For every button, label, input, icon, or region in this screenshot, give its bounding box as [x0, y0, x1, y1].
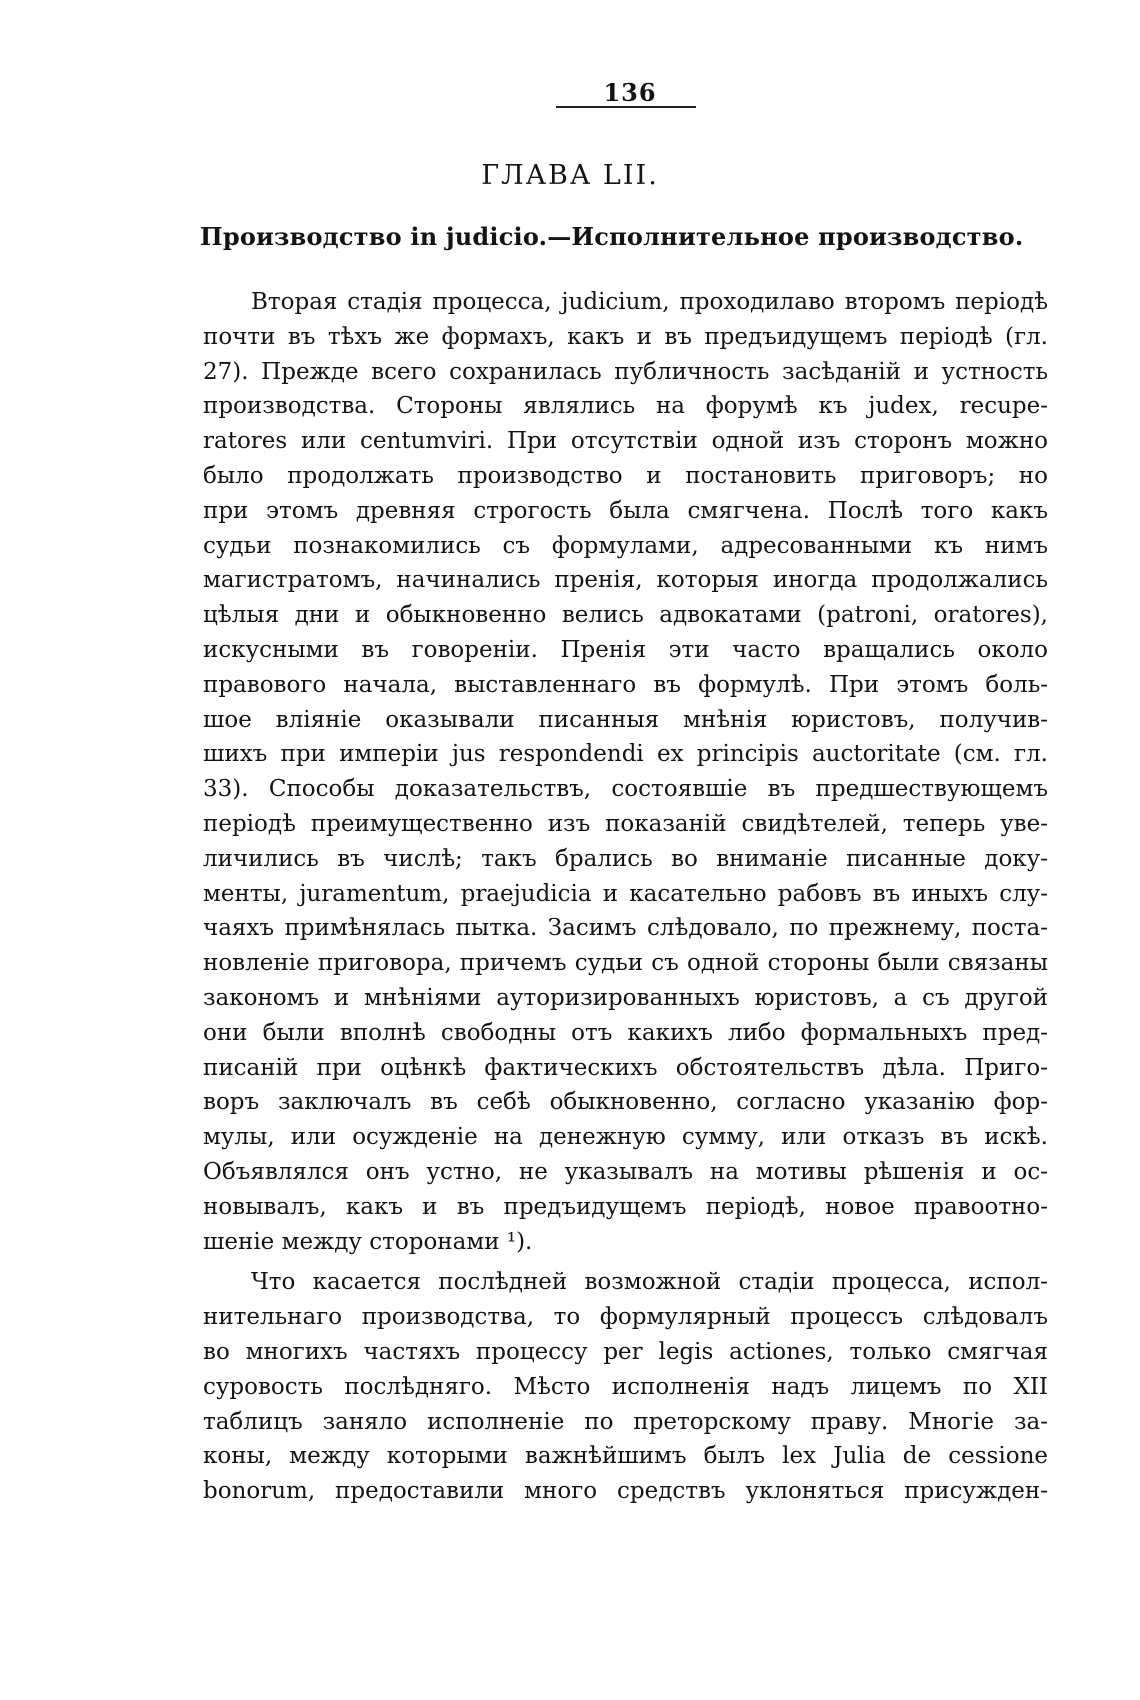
- text-line: искусными въ говореніи. Пренія эти часто вращались около: [203, 636, 1048, 663]
- text-line: Что касается послѣдней возможной стадіи процесса, испол-: [251, 1269, 1048, 1296]
- text-line: судьи познакомились съ формулами, адресованными къ нимъ: [203, 532, 1048, 559]
- text-line: магистратомъ, начинались пренія, которыя иногда продолжались: [203, 567, 1048, 594]
- text-line: новленіе приговора, причемъ судьи съ одной стороны были связаны: [203, 950, 1048, 977]
- text-line: личились въ числѣ; такъ брались во вниманіе писанные доку-: [203, 845, 1048, 872]
- text-line: шое вліяніе оказывали писанныя мнѣнія юристовъ, получив-: [203, 706, 1048, 733]
- text-line: 33). Способы доказательствъ, состоявшіе въ предшествующемъ: [203, 776, 1048, 803]
- text-line: писаній при оцѣнкѣ фактическихъ обстоятельствъ дѣла. Приго-: [203, 1054, 1048, 1081]
- text-line: чаяхъ примѣнялась пытка. Засимъ слѣдовало, по прежнему, поста-: [203, 915, 1048, 942]
- text-line: шихъ при имперіи jus respondendi ex principis auctoritate (см. гл.: [203, 741, 1048, 768]
- text-line: новывалъ, какъ и въ предъидущемъ періодѣ, новое правоотно-: [203, 1193, 1048, 1220]
- text-line: правового начала, выставленнаго въ формулѣ. При этомъ боль-: [203, 671, 1048, 698]
- text-line: при этомъ древняя строгость была смягчена. Послѣ того какъ: [203, 497, 1048, 524]
- body-text: [203, 285, 1048, 1509]
- text-line: воръ заключалъ въ себѣ обыкновенно, согласно указанію фор-: [203, 1089, 1048, 1116]
- paragraph-2: [203, 1265, 1048, 1509]
- text-line: цѣлыя дни и обыкновенно велись адвокатами (patroni, oratores),: [203, 602, 1048, 629]
- text-line: коны, между которыми важнѣйшимъ былъ lex Julia de cessione: [203, 1443, 1048, 1470]
- chapter-heading: ГЛАВА LII.: [481, 160, 659, 191]
- text-line: производства. Стороны являлись на форумѣ къ judex, recupe-: [203, 393, 1048, 420]
- text-line: шеніе между сторонами ¹).: [203, 1228, 533, 1255]
- text-line: было продолжать производство и постановить приговоръ; но: [203, 462, 1048, 489]
- text-line: таблицъ заняло исполненіе по преторскому праву. Многіе за-: [203, 1408, 1048, 1435]
- page-number: 136: [603, 78, 657, 107]
- text-line: менты, juramentum, praejudicia и касательно рабовъ въ иныхъ слу-: [203, 880, 1048, 907]
- text-line: суровость послѣдняго. Мѣсто исполненія надъ лицемъ по XII: [203, 1373, 1048, 1400]
- text-line: 27). Прежде всего сохранилась публичность засѣданій и устность: [203, 358, 1048, 385]
- page-number-rule: [556, 106, 696, 108]
- text-line: bonorum, предоставили много средствъ уклоняться присужден-: [203, 1478, 1048, 1505]
- chapter-subtitle: Производство in judicio.—Исполнительное производство.: [200, 222, 1024, 251]
- paragraph-1: [203, 285, 1048, 1259]
- text-line: закономъ и мнѣніями ауторизированныхъ юристовъ, а съ другой: [203, 984, 1048, 1011]
- text-line: ratores или centumviri. При отсутствіи одной изъ сторонъ можно: [203, 428, 1048, 455]
- text-line: Объявлялся онъ устно, не указывалъ на мотивы рѣшенія и ос-: [203, 1158, 1048, 1185]
- text-line: періодѣ преимущественно изъ показаній свидѣтелей, теперь уве-: [203, 810, 1048, 837]
- text-line: мулы, или осужденіе на денежную сумму, или отказъ въ искѣ.: [203, 1124, 1048, 1151]
- text-line: во многихъ частяхъ процессу per legis actiones, только смягчая: [203, 1338, 1048, 1365]
- text-line: Вторая стадія процесса, judicium, проходилаво второмъ періодѣ: [251, 289, 1048, 315]
- text-line: нительнаго производства, то формулярный процессъ слѣдовалъ: [203, 1304, 1048, 1331]
- text-line: почти въ тѣхъ же формахъ, какъ и въ предъидущемъ періодѣ (гл.: [203, 323, 1048, 350]
- text-line: они были вполнѣ свободны отъ какихъ либо формальныхъ пред-: [203, 1019, 1048, 1046]
